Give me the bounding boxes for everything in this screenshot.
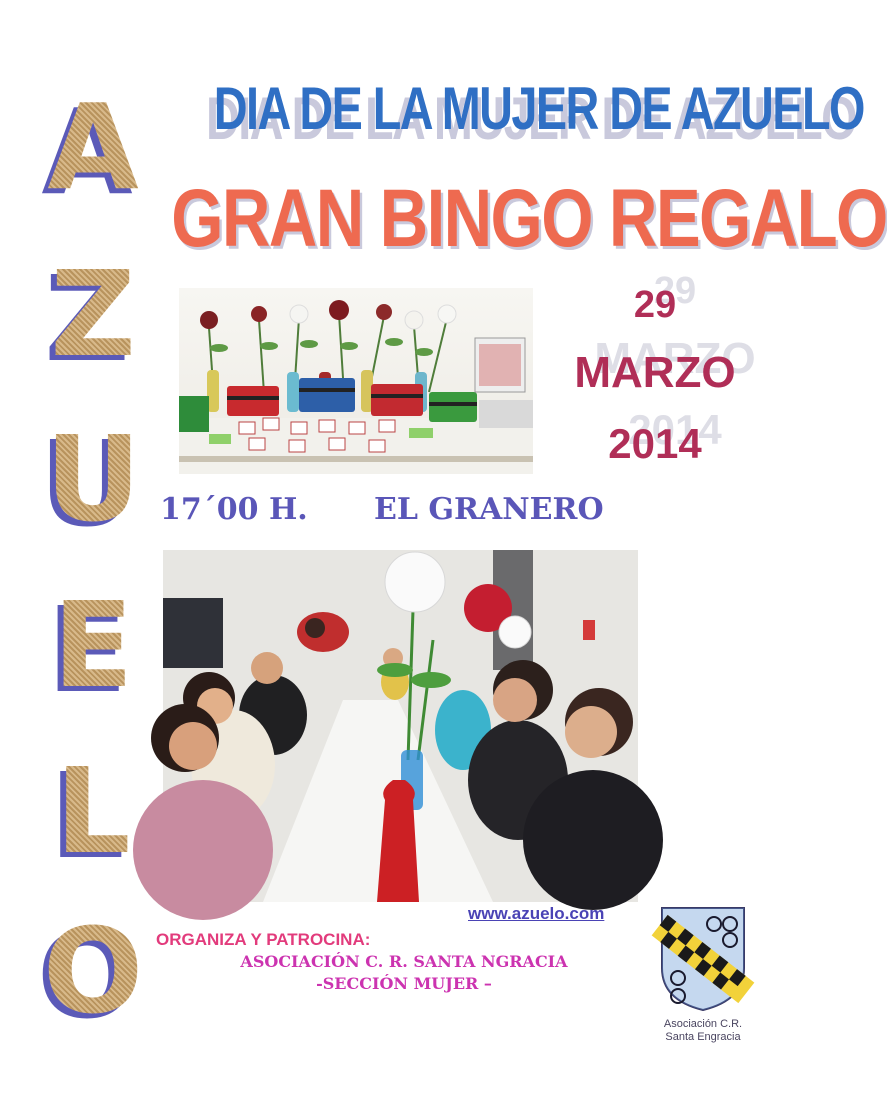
event-title: DIA DE LA MUJER DE AZUELO xyxy=(213,75,864,142)
logo-caption: Asociación C.R. Santa Engracia xyxy=(663,1018,743,1043)
prizes-photo-illustration xyxy=(179,288,533,474)
prizes-photo xyxy=(179,288,533,474)
organizer-section: -SECCIÓN MUJER – xyxy=(316,974,492,993)
event-subtitle: GRAN BINGO REGALO xyxy=(171,173,887,264)
side-letter-a: A xyxy=(38,88,148,206)
event-time: 17´00 H. xyxy=(160,492,308,527)
shield-icon xyxy=(658,904,748,1014)
side-letter-z: Z xyxy=(38,255,148,373)
date-month: MARZO xyxy=(574,348,736,397)
organizer-name: ASOCIACIÓN C. R. SANTA NGRACIA xyxy=(240,952,568,971)
side-letter-e: E xyxy=(38,586,148,704)
event-venue: EL GRANERO xyxy=(374,492,604,527)
association-shield-logo xyxy=(658,904,748,1014)
website-link[interactable]: www.azuelo.com xyxy=(468,904,605,923)
side-letter-u: U xyxy=(38,420,148,538)
bingo-players-photo xyxy=(163,550,638,902)
date-day: 29 xyxy=(633,284,677,326)
side-letter-o: O xyxy=(38,912,148,1030)
side-letter-l: L xyxy=(38,752,148,870)
date-year: 2014 xyxy=(608,420,702,467)
organizer-label: ORGANIZA Y PATROCINA: xyxy=(156,930,371,949)
bingo-players-photo-illustration xyxy=(163,550,638,902)
